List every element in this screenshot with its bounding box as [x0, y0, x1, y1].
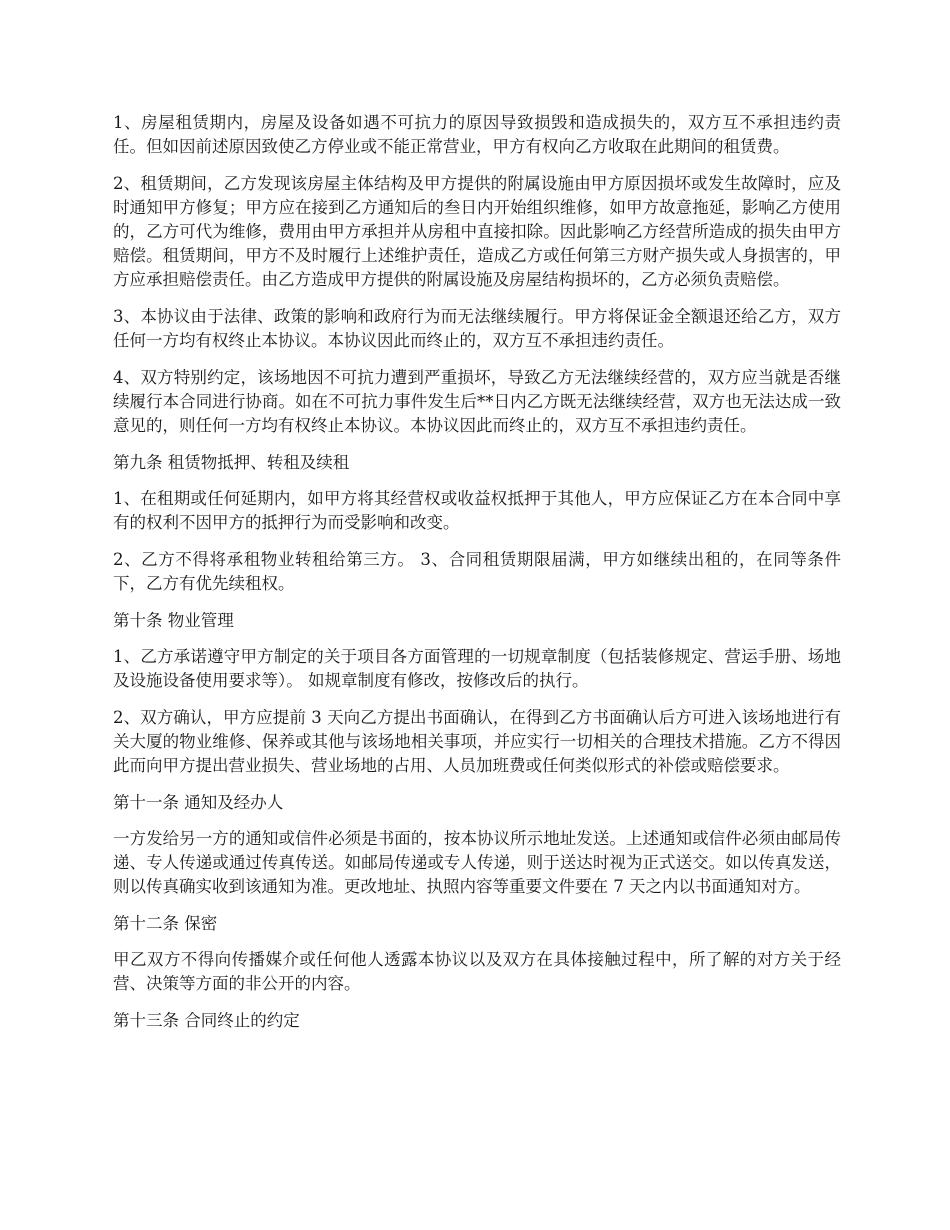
clause-policy-3: 3、本协议由于法律、政策的影响和政府行为而无法继续履行。甲方将保证金全额退还给乙方，双方任何一方均有权终止本协议。本协议因此而终止的，双方互不承担违约责任。	[113, 307, 841, 350]
document-page	[113, 111, 841, 1045]
section-heading-article-10: 第十条 物业管理	[113, 611, 234, 630]
article-10-item-1: 1、乙方承诺遵守甲方制定的关于项目各方面管理的一切规章制度（包括装修规定、营运手册、场地及设施设备使用要求等）。 如规章制度有修改，按修改后的执行。	[113, 647, 841, 690]
section-heading-article-9: 第九条 租赁物抵押、转租及续租	[113, 453, 350, 472]
article-12-body: 甲乙双方不得向传播媒介或任何他人透露本协议以及双方在具体接触过程中，所了解的对方关于经营、决策等方面的非公开的内容。	[113, 950, 841, 993]
article-11-body: 一方发给另一方的通知或信件必须是书面的，按本协议所示地址发送。上述通知或信件必须由邮局传递、专人传递或通过传真传送。如邮局传递或专人传递，则于送达时视为正式送交。如以传真发送，则以传真确实收到该通知为准。更改地址、执照内容等重要文件要在 7 天之内以书面通知对方。	[113, 829, 841, 896]
clause-force-majeure-1: 1、房屋租赁期内，房屋及设备如遇不可抗力的原因导致损毁和造成损失的，双方互不承担违约责任。但如因前述原因致使乙方停业或不能正常营业，甲方有权向乙方收取在此期间的租赁费。	[113, 113, 841, 156]
article-10-item-2: 2、双方确认，甲方应提前 3 天向乙方提出书面确认，在得到乙方书面确认后方可进入该场地进行有关大厦的物业维修、保养或其他与该场地相关事项，并应实行一切相关的合理技术措施。乙方不得因此而向甲方提出营业损失、营业场地的占用、人员加班费或任何类似形式的补偿或赔偿要求。	[113, 708, 841, 775]
section-heading-article-12: 第十二条 保密	[113, 914, 218, 933]
clause-repair-2: 2、租赁期间，乙方发现该房屋主体结构及甲方提供的附属设施由甲方原因损坏或发生故障时，应及时通知甲方修复；甲方应在接到乙方通知后的叁日内开始组织维修，如甲方故意拖延，影响乙方使用的，乙方可代为维修，费用由甲方承担并从房租中直接扣除。因此影响乙方经营所造成的损失由甲方赔偿。租赁期间，甲方不及时履行上述维护责任，造成乙方或任何第三方财产损失或人身损害的，甲方应承担赔偿责任。由乙方造成甲方提供的附属设施及房屋结构损坏的，乙方必须负责赔偿。	[113, 174, 841, 289]
section-heading-article-13: 第十三条 合同终止的约定	[113, 1011, 300, 1030]
article-9-item-2: 2、乙方不得将承租物业转租给第三方。 3、合同租赁期限届满，甲方如继续出租的，在同等条件下，乙方有优先续租权。	[113, 550, 841, 593]
clause-special-4: 4、双方特别约定，该场地因不可抗力遭到严重损坏，导致乙方无法继续经营的，双方应当就是否继续履行本合同进行协商。如在不可抗力事件发生后**日内乙方既无法继续经营，双方也无法达成一致意见的，则任何一方均有权终止本协议。本协议因此而终止的，双方互不承担违约责任。	[113, 368, 841, 435]
section-heading-article-11: 第十一条 通知及经办人	[113, 793, 284, 812]
article-9-item-1: 1、在租期或任何延期内，如甲方将其经营权或收益权抵押于其他人，甲方应保证乙方在本合同中享有的权利不因甲方的抵押行为而受影响和改变。	[113, 489, 841, 532]
